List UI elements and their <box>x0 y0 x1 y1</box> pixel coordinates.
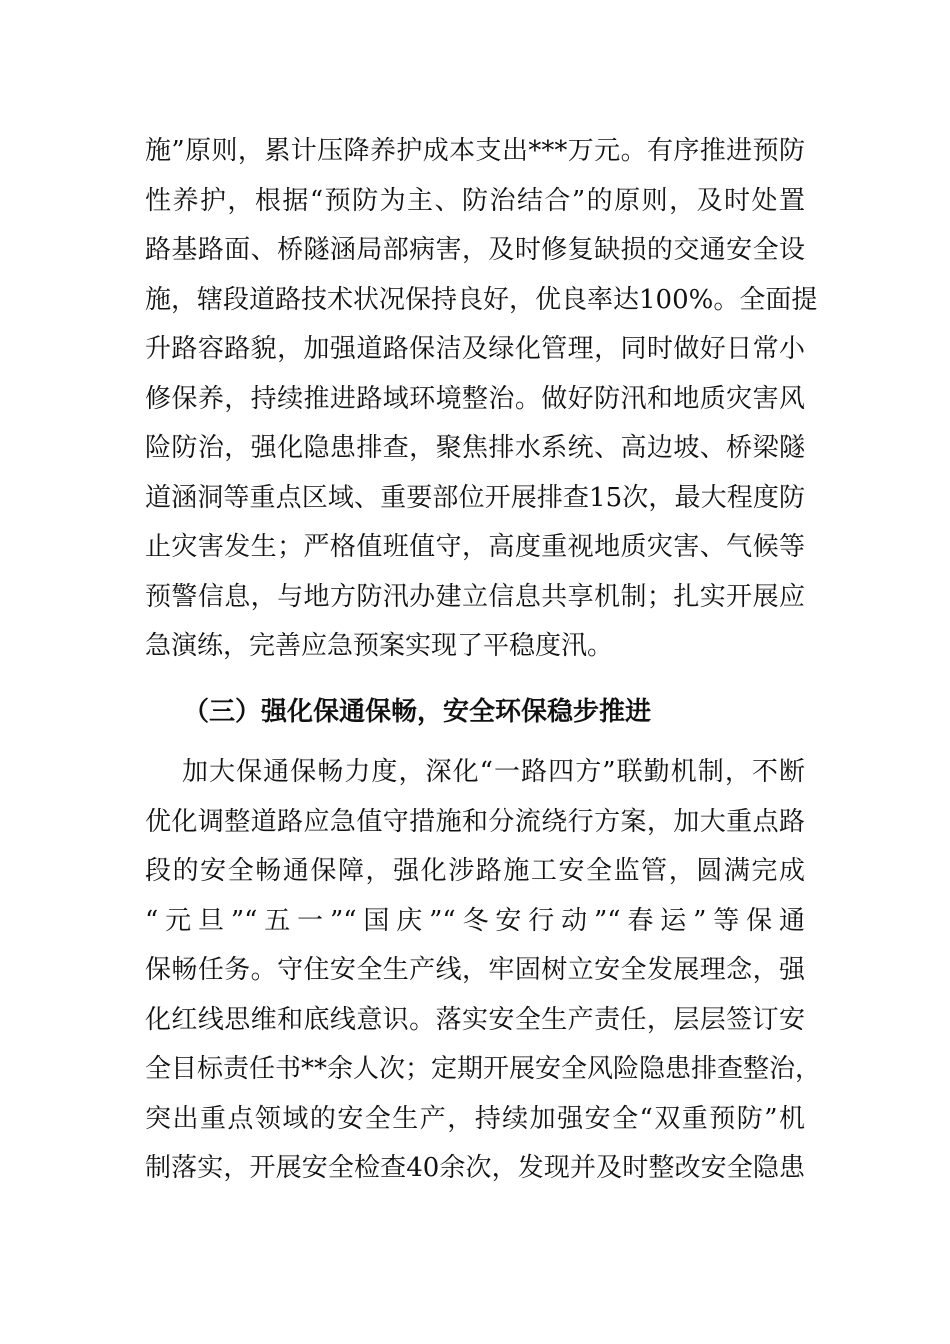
text-line: 预警信息，与地方防汛办建立信息共享机制；扎实开展应 <box>145 581 805 612</box>
paragraph-safety <box>145 748 822 1194</box>
text-line: “元旦”“五一”“国庆”“冬安行动”“春运”等保通 <box>145 905 805 936</box>
paragraph-maintenance <box>145 127 818 672</box>
text-line: 优化调整道路应急值守措施和分流绕行方案，加大重点路 <box>145 806 805 837</box>
text-line: 道涵洞等重点区域、重要部位开展排查15次，最大程度防 <box>145 482 805 513</box>
text-line: 路基路面、桥隧涵局部病害，及时修复缺损的交通安全设 <box>145 235 805 265</box>
text-line: 升路容路貌，加强道路保洁及绿化管理，同时做好日常小 <box>145 334 805 364</box>
text-line: 段的安全畅通保障，强化涉路施工安全监管，圆满完成 <box>145 856 805 886</box>
text-line: 性养护，根据“预防为主、防治结合”的原则，及时处置 <box>145 185 805 216</box>
text-line: 施，辖段道路技术状况保持良好，优良率达100%。全面提 <box>145 284 818 315</box>
text-line: 止灾害发生；严格值班值守，高度重视地质灾害、气候等 <box>145 532 805 562</box>
text-line: 制落实，开展安全检查40余次，发现并及时整改安全隐患 <box>145 1153 805 1183</box>
text-line: 突出重点领域的安全生产，持续加强安全“双重预防”机 <box>145 1103 805 1134</box>
text-line: 全目标责任书**余人次；定期开展安全风险隐患排查整治， <box>145 1054 822 1084</box>
text-line: 保畅任务。守住安全生产线，牢固树立安全发展理念，强 <box>145 955 805 985</box>
section-heading: （三）强化保通保畅，安全环保稳步推进 <box>183 697 652 727</box>
text-line: 加大保通保畅力度，深化“一路四方”联勤机制，不断 <box>182 757 805 787</box>
text-line: 化红线思维和底线意识。落实安全生产责任，层层签订安 <box>145 1004 805 1035</box>
text-line: 施”原则，累计压降养护成本支出***万元。有序推进预防 <box>145 136 805 166</box>
text-line: 险防治，强化隐患排查，聚焦排水系统、高边坡、桥梁隧 <box>145 433 805 463</box>
text-line: 急演练，完善应急预案实现了平稳度汛。 <box>145 631 614 661</box>
text-line: 修保养，持续推进路域环境整治。做好防汛和地质灾害风 <box>145 383 805 414</box>
